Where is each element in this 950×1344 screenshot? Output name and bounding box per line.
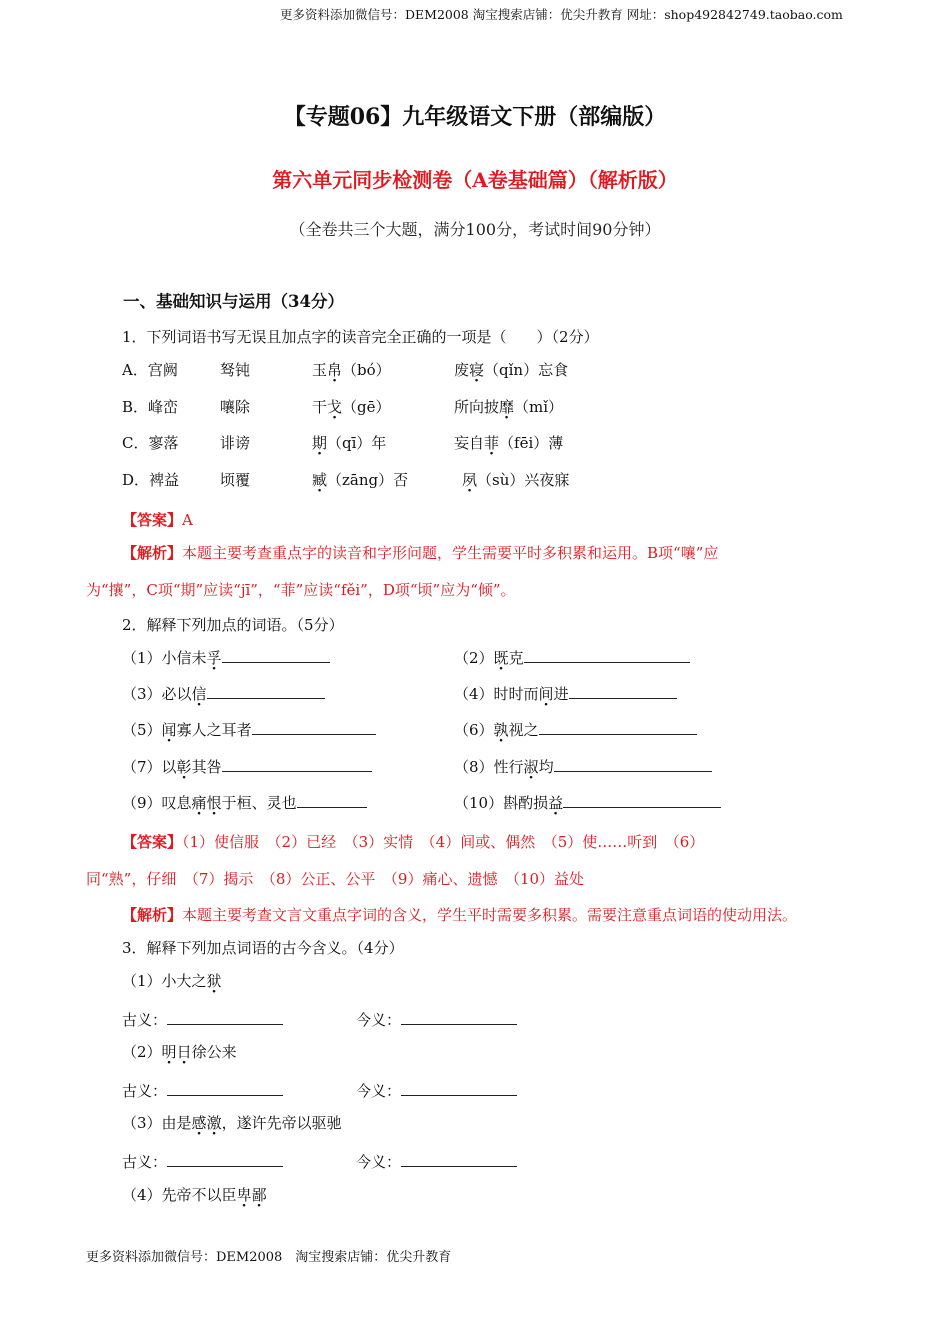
dotted-char: 靡	[499, 398, 515, 416]
answer-blank[interactable]	[207, 684, 325, 699]
q2-item-2: （2）既克	[454, 647, 690, 668]
answer-blank[interactable]	[401, 1152, 517, 1167]
dotted-char: 益	[548, 794, 564, 812]
option-label: A．宫阙	[122, 361, 178, 379]
q3-item-4: （4）先帝不以臣卑鄙	[122, 1186, 267, 1204]
section-heading: 一、基础知识与运用（34分）	[123, 292, 344, 311]
answer-blank[interactable]	[222, 648, 330, 663]
dotted-char: 狱	[206, 972, 222, 990]
q2-item-9: （9）叹息痛恨于桓、灵也	[122, 792, 367, 813]
option-label: B．峰峦	[122, 398, 179, 416]
answer-blank[interactable]	[167, 1081, 283, 1096]
q2-stem: 2．解释下列加点的词语。（5分）	[122, 616, 344, 634]
answer-blank[interactable]	[554, 757, 712, 772]
dotted-char: 鄙	[251, 1186, 267, 1204]
exam-note: （全卷共三个大题，满分100分，考试时间90分钟）	[289, 220, 661, 239]
dotted-char: 淑	[523, 758, 539, 776]
answer-blank[interactable]	[563, 793, 721, 808]
dotted-char: 戈	[327, 398, 343, 416]
dotted-char: 感	[191, 1114, 207, 1132]
page-header: 更多资料添加微信号：DEM2008 淘宝搜索店铺：优尖升教育 网址：shop492842749.taobao.com	[280, 7, 843, 22]
q3-jin-3: 今义：	[356, 1151, 517, 1172]
dotted-char: 寝	[469, 361, 485, 379]
q2-item-8: （8）性行淑均	[454, 756, 712, 777]
q2-item-6: （6）孰视之	[454, 719, 697, 740]
answer-blank[interactable]	[539, 720, 697, 735]
q3-item-1: （1）小大之狱	[122, 972, 222, 990]
option-word: 废寝（qǐn）忘食	[454, 361, 569, 379]
dotted-char: 期	[312, 434, 328, 452]
q2-item-10: （10）斟酌损益	[454, 792, 721, 813]
dotted-char: 卑	[236, 1186, 252, 1204]
q3-stem: 3．解释下列加点词语的古今含义。（4分）	[122, 939, 404, 957]
dotted-char: 激	[206, 1114, 222, 1132]
dotted-char: 明	[161, 1043, 177, 1061]
q3-item-3: （3）由是感激，遂许先帝以驱驰	[122, 1114, 342, 1132]
option-label: C．寥落	[122, 434, 179, 452]
q1-analysis: 【解析】本题主要考查重点字的读音和字形问题，学生需要平时多积累和运用。B项“嚷”应	[122, 544, 719, 562]
dotted-char: 彰	[176, 758, 192, 776]
option-word: 嚷除	[220, 398, 251, 416]
q2-item-4: （4）时时而间进	[454, 683, 677, 704]
option-word: 诽谤	[220, 434, 251, 452]
option-word: 夙（sù）兴夜寐	[462, 471, 570, 489]
answer-blank[interactable]	[167, 1152, 283, 1167]
q3-gu-1: 古义：	[122, 1009, 283, 1030]
answer-blank[interactable]	[297, 793, 367, 808]
dotted-char: 臧	[312, 471, 328, 489]
page-title: 【专题06】九年级语文下册（部编版）	[283, 104, 667, 130]
page-subtitle: 第六单元同步检测卷（A卷基础篇）（解析版）	[272, 168, 678, 192]
dotted-char: 既	[493, 649, 509, 667]
q3-gu-2: 古义：	[122, 1080, 283, 1101]
dotted-char: 闻	[161, 721, 177, 739]
q1-answer: 【答案】A	[122, 511, 193, 529]
answer-blank[interactable]	[167, 1010, 283, 1025]
dotted-char: 信	[191, 685, 207, 703]
dotted-char: 恨	[206, 794, 222, 812]
answer-blank[interactable]	[524, 648, 690, 663]
option-word: 玉帛（bó）	[312, 361, 391, 379]
q2-answer: 【答案】（1）使信服 （2）已经 （3）实情 （4）间或、偶然 （5）使……听到 （6）	[122, 833, 705, 851]
option-word: 期（qī）年	[312, 434, 387, 452]
q2-item-1: （1）小信未孚	[122, 647, 330, 668]
q3-jin-1: 今义：	[356, 1009, 517, 1030]
option-label: D．裨益	[122, 471, 180, 489]
q2-analysis: 【解析】本题主要考查文言文重点字词的含义，学生平时需要多积累。需要注意重点词语的使动用法。	[122, 906, 798, 924]
q2-item-7: （7）以彰其咎	[122, 756, 372, 777]
q1-stem: 1．下列词语书写无误且加点字的读音完全正确的一项是（ ）（2分）	[122, 328, 599, 346]
q1-analysis-cont: 为“攘”，C项“期”应读“jī”，“菲”应读“fěi”，D项“顷”应为“倾”。	[86, 581, 516, 599]
q2-item-5: （5）闻寡人之耳者	[122, 719, 376, 740]
q2-answer-cont: 同“熟”，仔细 （7）揭示 （8）公正、公平 （9）痛心、遗憾 （10）益处	[86, 870, 585, 888]
dotted-char: 间	[538, 685, 554, 703]
dotted-char: 帛	[327, 361, 343, 379]
dotted-char: 日	[176, 1043, 192, 1061]
option-word: 顷覆	[220, 471, 251, 489]
dotted-char: 痛	[191, 794, 207, 812]
answer-blank[interactable]	[401, 1081, 517, 1096]
dotted-char: 夙	[462, 471, 478, 489]
answer-blank[interactable]	[569, 684, 677, 699]
q3-jin-2: 今义：	[356, 1080, 517, 1101]
answer-blank[interactable]	[222, 757, 372, 772]
q3-item-2: （2）明日徐公来	[122, 1043, 237, 1061]
option-word: 驽钝	[220, 361, 251, 379]
option-word: 所向披靡（mǐ）	[454, 398, 564, 416]
answer-blank[interactable]	[252, 720, 376, 735]
q2-item-3: （3）必以信	[122, 683, 325, 704]
dotted-char: 孰	[493, 721, 509, 739]
option-word: 臧（zāng）否	[312, 471, 409, 489]
option-word: 干戈（gē）	[312, 398, 391, 416]
option-word: 妄自菲（fēi）薄	[454, 434, 564, 452]
answer-blank[interactable]	[401, 1010, 517, 1025]
page-footer: 更多资料添加微信号：DEM2008 淘宝搜索店铺：优尖升教育	[86, 1250, 452, 1265]
dotted-char: 菲	[484, 434, 500, 452]
dotted-char: 孚	[206, 649, 222, 667]
q3-gu-3: 古义：	[122, 1151, 283, 1172]
